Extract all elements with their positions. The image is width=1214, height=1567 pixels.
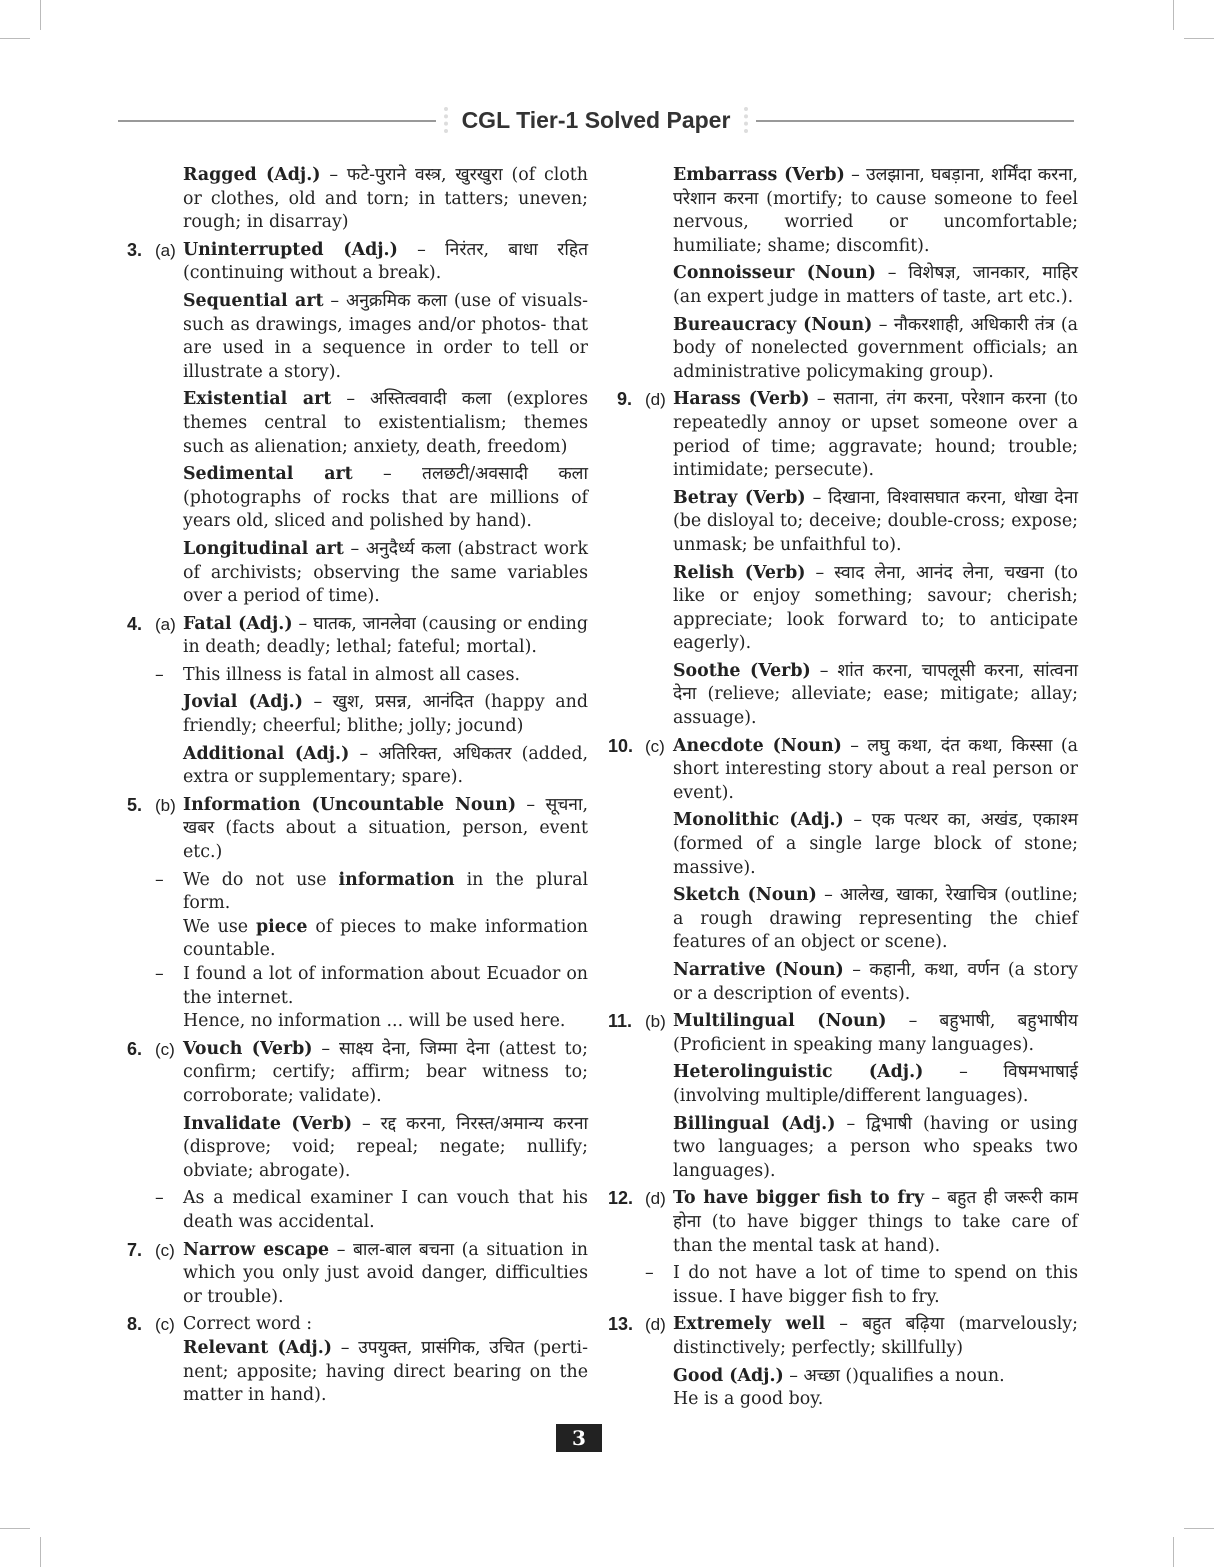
definition: Fatal (Adj.) – घातक, जानलेवा (causing or ending in death; deadly; lethal; fateful; mortal). xyxy=(183,613,588,658)
definition: Relish (Verb) – स्वाद लेना, आनंद लेना, चखना (to like or enjoy something; savour; cherish; appreciate; look forward to; to anticipate eagerly). xyxy=(673,562,1078,654)
definition: Uninterrupted (Adj.) – निरंतर, बाधा रहित (continuing without a break). xyxy=(183,239,588,284)
answer-option: (c) xyxy=(155,1240,175,1260)
question-3 xyxy=(118,239,588,609)
lead-text: Correct word : xyxy=(183,1314,313,1335)
note: We use piece of pieces to make information countable. xyxy=(183,916,588,961)
header-title: CGL Tier-1 Solved Paper xyxy=(118,104,1074,136)
question-13 xyxy=(608,1313,1078,1411)
answer-option: (c) xyxy=(645,736,665,756)
question-number: 3. xyxy=(126,239,142,260)
answer-option: (c) xyxy=(155,1315,175,1335)
definition: Relevant (Adj.) – उपयुक्त, प्रासंगिक, उचित (perti-nent; apposite; having direct bearing on the matter in hand). xyxy=(183,1337,588,1406)
question-9 xyxy=(608,388,1078,730)
definition: Invalidate (Verb) – रद्द करना, निरस्त/अमान्य करना (disprove; void; repeal; negate; nullify; obviate; abrogate). xyxy=(183,1113,588,1181)
definition: Embarrass (Verb) – उलझाना, घबड़ाना, शर्मिंदा करना, परेशान करना (mortify; to cause someone to feel nervous, worried or uncomfortable; humiliate; shame; discomfit). xyxy=(673,165,1078,256)
definition: Sketch (Noun) – आलेख, खाका, रेखाचित्र (outline; a rough drawing representing the chief features of an object or scene). xyxy=(673,885,1078,953)
answer-option: (d) xyxy=(645,1315,666,1335)
entry-continued xyxy=(608,164,1078,384)
example-sentence: He is a good boy. xyxy=(673,1389,824,1410)
definition: Additional (Adj.) – अतिरिक्त, अधिकतर (added, extra or supplementary; spare). xyxy=(183,743,588,788)
note: Hence, no information ... will be used here. xyxy=(183,1011,566,1032)
definition: Sedimental art – तलछटी/अवसादी कला (photographs of rocks that are millions of years old, sliced and polished by hand). xyxy=(183,464,588,532)
example-sentence: – As a medical examiner I can vouch that his death was accidental. xyxy=(183,1187,588,1234)
definition: Heterolinguistic (Adj.) – विषमभाषाई (involving multiple/different languages). xyxy=(673,1062,1079,1106)
question-number: 9. xyxy=(616,389,632,410)
question-4 xyxy=(118,613,588,790)
question-number: 12. xyxy=(608,1188,634,1209)
answer-option: (d) xyxy=(645,390,666,410)
example-sentence: – I found a lot of information about Ecuador on the internet. xyxy=(183,963,588,1010)
definition: Anecdote (Noun) – लघु कथा, दंत कथा, किस्सा (a short interesting story about a real person or event). xyxy=(673,735,1078,803)
definition: Multilingual (Noun) – बहुभाषी, बहुभाषीय (Proficient in speaking many languages). xyxy=(673,1011,1078,1055)
question-number: 4. xyxy=(126,613,142,634)
example-sentence: – I do not have a lot of time to spend on this issue. I have bigger fish to fry. xyxy=(673,1262,1078,1309)
entry-continued xyxy=(118,164,588,235)
crop-mark xyxy=(1184,38,1214,39)
crop-mark xyxy=(1173,0,1174,30)
question-6 xyxy=(118,1038,588,1235)
definition: Jovial (Adj.) – खुश, प्रसन्न, आनंदित (happy and friendly; cheerful; blithe; jolly; jocund) xyxy=(183,692,588,737)
right-column xyxy=(608,164,1078,1416)
definition: Connoisseur (Noun) – विशेषज्ञ, जानकार, माहिर (an expert judge in matters of taste, art etc.). xyxy=(673,263,1078,307)
definition: Extremely well – बहुत बढ़िया (marvelously; distinctively; perfectly; skillfully) xyxy=(673,1314,1078,1358)
question-8 xyxy=(118,1313,588,1407)
question-number: 7. xyxy=(126,1239,142,1260)
crop-mark xyxy=(0,38,30,39)
page-header xyxy=(118,104,1074,138)
definition: Harass (Verb) – सताना, तंग करना, परेशान करना (to repeatedly annoy or upset someone over a period of time; aggravate; hound; trouble; intimidate; persecute). xyxy=(673,389,1078,481)
question-10 xyxy=(608,735,1078,1007)
definition: Billingual (Adj.) – द्विभाषी (having or using two languages; a person who speaks two languages). xyxy=(673,1113,1078,1181)
answer-option: (a) xyxy=(155,614,176,634)
question-number: 11. xyxy=(608,1011,633,1032)
crop-mark xyxy=(1173,1537,1174,1567)
definition: Sequential art – अनुक्रमिक कला (use of visuals- such as drawings, images and/or photos- that are used in a sequence in order to tell or illustrate a story). xyxy=(183,290,588,382)
definition: Information (Uncountable Noun) – सूचना, खबर (facts about a situation, person, event etc.) xyxy=(183,794,588,863)
definition: Existential art – अस्तित्ववादी कला (explores themes central to existentialism; themes such as alienation; anxiety, death, freedom) xyxy=(183,389,588,457)
question-number: 8. xyxy=(126,1314,142,1335)
definition: Narrative (Noun) – कहानी, कथा, वर्णन (a story or a description of events). xyxy=(673,960,1078,1004)
definition: Betray (Verb) – दिखाना, विश्वासघात करना, धोखा देना (be disloyal to; deceive; double-cross; expose; unmask; be unfaithful to). xyxy=(673,487,1078,555)
question-number: 6. xyxy=(126,1038,142,1059)
answer-option: (a) xyxy=(155,240,176,260)
crop-mark xyxy=(0,1528,30,1529)
note: – We do not use information in the plural form. xyxy=(183,869,588,916)
answer-option: (b) xyxy=(155,795,176,815)
definition: Vouch (Verb) – साक्ष्य देना, जिम्मा देना (attest to; confirm; certify; affirm; bear witness to; corroborate; validate). xyxy=(183,1038,588,1106)
definition: Good (Adj.) – अच्छा ()qualifies a noun. xyxy=(673,1365,1005,1386)
crop-mark xyxy=(40,1537,41,1567)
question-12 xyxy=(608,1187,1078,1309)
definition: Narrow escape – बाल-बाल बचना (a situation in which you only just avoid danger, difficulties or trouble). xyxy=(183,1239,588,1307)
definition: Monolithic (Adj.) – एक पत्थर का, अखंड, एकाश्म (formed of a single large block of stone; massive). xyxy=(673,810,1078,878)
definition: Soothe (Verb) – शांत करना, चापलूसी करना, सांत्वना देना (relieve; alleviate; ease; mitigate; allay; assuage). xyxy=(673,660,1078,729)
definition: Longitudinal art – अनुदैर्ध्य कला (abstract work of archivists; observing the same variables over a period of time). xyxy=(183,538,589,607)
definition: Bureaucracy (Noun) – नौकरशाही, अधिकारी तंत्र (a body of nonelected government officials; an administrative policymaking group). xyxy=(673,314,1078,382)
question-number: 10. xyxy=(608,735,634,756)
question-number: 5. xyxy=(126,794,142,815)
question-number: 13. xyxy=(608,1314,634,1335)
page-number: 3 xyxy=(556,1424,602,1452)
example-sentence: – This illness is fatal in almost all cases. xyxy=(183,664,588,688)
definition: Ragged (Adj.) – फटे-पुराने वस्त्र, खुरखुरा (of cloth or clothes, old and torn; in tatters; uneven; rough; in disarray) xyxy=(183,165,588,233)
crop-mark xyxy=(1184,1528,1214,1529)
answer-option: (b) xyxy=(645,1012,666,1032)
left-column xyxy=(118,164,588,1412)
question-11 xyxy=(608,1010,1078,1183)
question-7 xyxy=(118,1239,588,1310)
answer-option: (c) xyxy=(155,1039,175,1059)
crop-mark xyxy=(40,0,41,30)
definition: To have bigger fish to fry – बहुत ही जरूरी काम होना (to have bigger things to take care of than the mental task at hand). xyxy=(673,1188,1078,1256)
answer-option: (d) xyxy=(645,1189,666,1209)
question-5 xyxy=(118,794,588,1034)
